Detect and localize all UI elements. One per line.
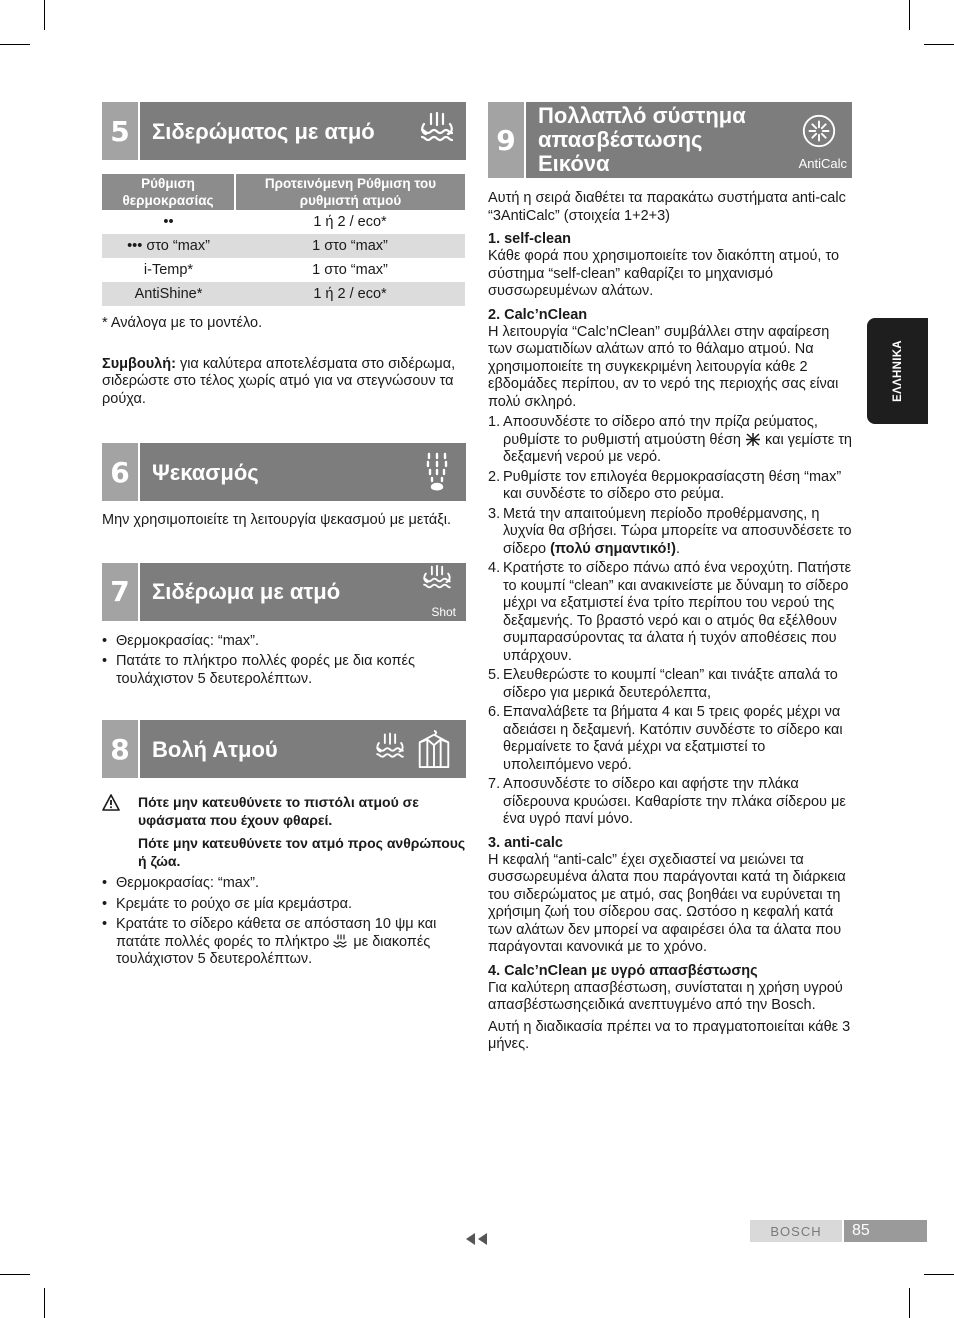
brand-label: BOSCH (750, 1220, 842, 1242)
section-number: 8 (102, 720, 140, 778)
step-text: Κρατήστε το σίδερο πάνω από ένα νεροχύτη. Πατήστε το κουμπί “clean” και ανακινείστε με δύναμη το σίδερο μέχρι να εξατμιστεί ένα τρίτο περίπου του νερού της δεξαμενής. Το βραστό νερό και ο ατμός θα εξέλθουν συμπαρασύροντας τα άλατα ή τυχόν αποθέσεις που υπάρχουν. (503, 560, 852, 664)
subheading: 2. Calc’nClean (488, 306, 588, 323)
crop-mark (44, 1288, 45, 1318)
step-text: . (676, 540, 681, 557)
table-row (102, 234, 465, 258)
table-cell: AntiShine* (102, 282, 235, 306)
step-number: 5. (488, 667, 501, 683)
step-text: Μετά την απαιτούμενη περίοδο προθέρμανσης, η λυχνία θα σβήσει. Τώρα μπορείτε να αποσυνδέσετε το σίδερο (503, 505, 852, 557)
title-line: Εικόνα (538, 151, 610, 176)
subheading: 4. Calc’nClean με υγρό απασβέστωσης (488, 962, 758, 979)
crop-mark (44, 0, 45, 30)
steam-shot-icon (416, 565, 458, 601)
step-text: Ρυθμίστε τον επιλογέα θερμοκρασίαςστη θέση “max” και συνδέστε το σίδερο στο ρεύμα. (503, 468, 842, 502)
steam-icon (416, 110, 458, 152)
section-title: Σιδερώματος με ατμό (152, 118, 375, 144)
section-8-header (102, 720, 466, 778)
crop-mark (0, 44, 30, 45)
step-number: 4. (488, 560, 501, 576)
paragraph: Η λειτουργία “Calc’nClean” συμβάλλει στην αφαίρεση των σωματιδίων αλάτων από το θάλαμο ατμού. Να χρησιμοποιείτε τη συγκεκριμένη λειτουργία κάθε 2 εβδομάδες περίπου, αν το νερό της περιοχής σας είναι πολύ σκληρό. (488, 323, 839, 410)
table-cell: i-Temp* (143, 262, 194, 278)
list-item: • Κρεμάτε το ρούχο σε μία κρεμάστρα. (102, 896, 466, 914)
steam-shot-list (102, 875, 466, 969)
step-item (488, 776, 852, 829)
language-tab-label: ΕΛΛΗΝΙΚΑ (891, 340, 904, 402)
step-item (488, 414, 852, 467)
step-item (488, 704, 852, 774)
section-7-header (102, 563, 466, 621)
crop-mark (0, 1274, 30, 1275)
list-item: • Θερμοκρασίας: “max”. (102, 875, 466, 893)
paragraph: Αυτή η διαδικασία πρέπει να το πραγματοποιείται κάθε 3 μήνες. (488, 1018, 851, 1052)
table-cell: ••• στο “max” (102, 234, 235, 258)
steam-icon (372, 730, 408, 768)
section-number: 5 (102, 102, 140, 160)
paragraph: Για καλύτερη απασβέστωση, συνίσταται η χρήση υγρού απασβέστωσηςειδικά ανεπτυγμένο από την Bosch. (488, 979, 843, 1013)
title-line: απασβέστωσης (538, 127, 703, 152)
steam-button-icon (333, 934, 349, 949)
tip-paragraph (102, 356, 466, 409)
section-5-header (102, 102, 466, 160)
table-cell: 1 ή 2 / eco* (313, 214, 387, 230)
section-number: 7 (102, 563, 140, 621)
section-number: 6 (102, 443, 140, 501)
list-item: • Πατάτε το πλήκτρο πολλές φορές με δια κοπές τουλάχιστον 5 δευτερολέπτων. (102, 653, 466, 688)
step-text: Αποσυνδέστε το σίδερο και αφήστε την πλάκα σίδερουνα κρυώσει. Καθαρίστε την πλάκα σίδερου με ένα υγρό πανί μόνο. (503, 776, 846, 827)
warning-icon (102, 794, 120, 811)
step-number: 7. (488, 776, 501, 792)
step-text: Επαναλάβετε τα βήματα 4 και 5 τρεις φορές μέχρι να αδειάσει η δεξαμενή. Κατόπιν συνδέστε το σίδερο και θερμαίνετε το ξανά μέχρι να εξατμιστεί το υπολειπόμενο νερό. (503, 704, 843, 773)
section-number: 9 (488, 102, 526, 178)
list-item-text: με διακοπές τουλάχιστον 5 δευτερολέπτων. (116, 933, 431, 967)
anticalc-icon (800, 112, 838, 150)
right-column (488, 102, 852, 1054)
left-column (102, 102, 466, 972)
step-number: 2. (488, 468, 501, 485)
table-cell: 1 ή 2 / eco* (235, 282, 465, 306)
tip-text: για καλύτερα αποτελέσματα στο σιδέρωμα, σιδερώστε στο τέλος χωρίς ατμό για να στεγνώσουν τα ρούχα. (102, 355, 456, 407)
subheading: 3. anti-calc (488, 834, 563, 851)
language-tab (867, 318, 928, 424)
warning-block (102, 794, 466, 870)
tip-label: Συμβουλή: (102, 355, 176, 372)
anticalc-caption: AntiCalc (798, 156, 847, 171)
step-number: 3. (488, 505, 501, 522)
intro-text: Αυτή η σειρά διαθέτει τα παρακάτω συστήματα anti-calc “3AntiCalc” (στοιχεία 1+2+3) (488, 190, 846, 224)
table-header: Ρύθμιση θερμοκρασίας (102, 174, 235, 210)
step-text: Αποσυνδέστε το σίδερο από την πρίζα ρεύματος, ρυθμίστε το ρυθμιστή ατμούστη θέση (503, 414, 818, 448)
section-6-header (102, 443, 466, 501)
paragraph: Κάθε φορά που χρησιμοποιείτε τον διακόπτη ατμού, το σύστημα “self-clean” καθαρίζει το μηχανισμό συσσωρευμένων αλάτων. (488, 248, 840, 299)
crop-mark (909, 1288, 910, 1318)
footnote: * Ανάλογα με το μοντέλο. (102, 315, 263, 331)
section-title: Βολή Ατμού (152, 736, 278, 762)
crop-mark (924, 1274, 954, 1275)
title-line: Πολλαπλό σύστημα (538, 103, 746, 128)
step-text: και γεμίστε τη δεξαμενή νερού με νερό. (503, 431, 852, 465)
step-item (488, 506, 852, 559)
calc-clean-icon (745, 432, 761, 447)
section-9-header (488, 102, 852, 178)
step-item (488, 667, 852, 702)
table-row (102, 258, 465, 282)
step-item (488, 469, 852, 504)
table-cell: 1 στο “max” (235, 234, 465, 258)
previous-page-arrows-icon (464, 1232, 490, 1246)
steam-settings-table (102, 174, 465, 306)
step-text: Ελευθερώστε το κουμπί “clean” και τινάξτε απαλά το σίδερο για μερικά δευτερόλεπτα, (503, 667, 838, 701)
list-item (102, 916, 466, 969)
subheading: 1. self-clean (488, 231, 572, 247)
table-cell: 1 στο “max” (312, 262, 388, 278)
step-emphasis: (πολύ σημαντικό!) (550, 540, 677, 557)
spray-icon (416, 451, 458, 493)
crop-mark (924, 44, 954, 45)
list-item-text: Κρατάτε το σίδερο κάθετα σε απόσταση 10 ψμ και πατάτε πολλές φορές το πλήκτρο (116, 916, 437, 950)
step-number: 1. (488, 414, 501, 430)
table-header: Προτεινόμενη Ρύθμιση του ρυθμιστή ατμού (235, 174, 465, 210)
table-row (102, 282, 465, 306)
spray-text: Μην χρησιμοποιείτε τη λειτουργία ψεκασμού με μετάξι. (102, 512, 452, 528)
garment-on-hanger-icon (414, 728, 454, 770)
paragraph: Η κεφαλή “anti-calc” έχει σχεδιαστεί να μειώνει τα συσσωρευμένα άλατα που παράγονται κατά τη διάρκεια του σιδερώματος με ατμό, σας βοηθάει να ευρύνεται τη χρήσιμη ζωή του σίδερου σας. Ωστόσο η κεφαλή κατά των αλάτων δεν μπορεί να αφαιρέσει όλα τα άλατα που παράγονται κανονικά με το χρόνο. (488, 851, 846, 955)
section-title: Σιδέρωμα με ατμό (152, 579, 341, 604)
list-item: • Θερμοκρασίας: “max”. (102, 633, 466, 651)
step-item (488, 560, 852, 665)
page-number: 85 (842, 1220, 927, 1242)
warning-text: Πότε μην κατευθύνετε τον ατμό προς ανθρώπους ή ζώα. (138, 835, 466, 869)
section-title: Ψεκασμός (152, 459, 259, 485)
calcnclean-steps (488, 414, 852, 829)
crop-mark (909, 0, 910, 30)
step-number: 6. (488, 704, 501, 720)
warning-text: Πότε μην κατευθύνετε το πιστόλι ατμού σε υφάσματα που έχουν φθαρεί. (138, 794, 419, 828)
shot-caption: Shot (431, 604, 456, 619)
steam-ironing-list (102, 633, 466, 689)
table-cell: •• (163, 214, 174, 230)
table-row (102, 210, 465, 234)
